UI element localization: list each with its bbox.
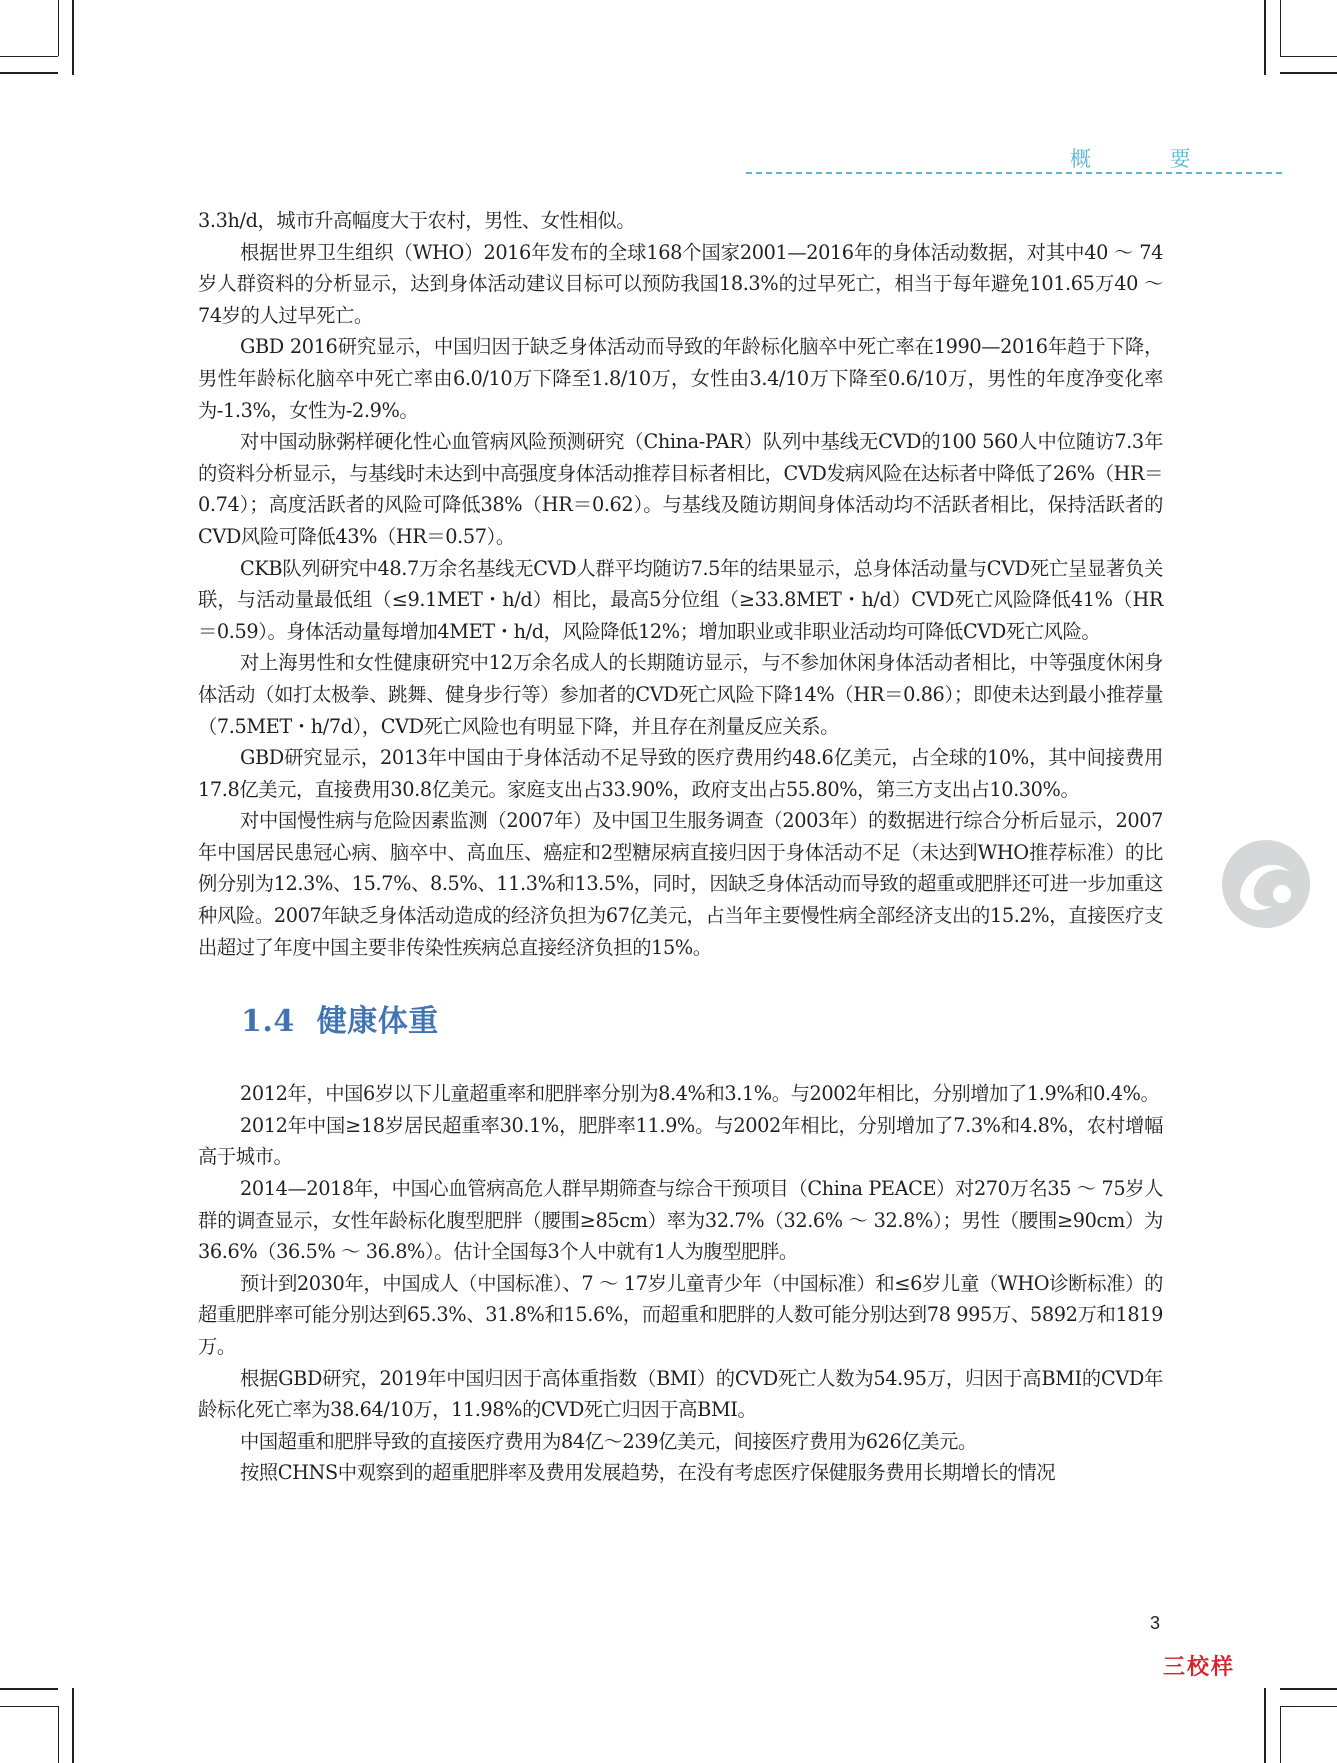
crop-mark-top-left-v2 — [58, 0, 59, 56]
running-header-title: 概 要 — [1070, 147, 1227, 171]
crop-mark-bottom-right-h2 — [1280, 1706, 1337, 1707]
paragraph: 对中国动脉粥样硬化性心血管病风险预测研究（China-PAR）队列中基线无CVD的100 560人中位随访7.3年的资料分析显示，与基线时未达到中高强度身体活动推荐目标者相比，CVD发病风险在达标者中降低了26%（HR＝0.74）；高度活跃者的风险可降低38%（HR＝0.62）。与基线及随访期间身体活动均不活跃者相比，保持活跃者的CVD风险可降低43%（HR＝0.57）。 — [198, 430, 1163, 548]
crop-mark-bottom-left-h — [0, 1688, 58, 1690]
section-number: 1.4 — [241, 1004, 295, 1040]
header-dashed-rule — [746, 172, 1282, 174]
crop-mark-top-left-h2 — [0, 56, 58, 57]
paragraph: 中国超重和肥胖导致的直接医疗费用为84亿～239亿美元，间接医疗费用为626亿美元。 — [240, 1429, 977, 1453]
paragraph: 2012年，中国6岁以下儿童超重率和肥胖率分别为8.4%和3.1%。与2002年相比，分别增加了1.9%和0.4%。 — [240, 1082, 1160, 1106]
crop-mark-bottom-right-v — [1264, 1688, 1266, 1763]
paragraph: 预计到2030年，中国成人（中国标准）、7 ～ 17岁儿童青少年（中国标准）和≤6岁儿童（WHO诊断标准）的超重肥胖率可能分别达到65.3%、31.8%和15.6%，而超重和肥胖的人数可能分别达到78 995万、5892万和1819万。 — [198, 1271, 1163, 1358]
crop-mark-bottom-left-v2 — [58, 1706, 59, 1763]
paragraph: 2012年中国≥18岁居民超重率30.1%，肥胖率11.9%。与2002年相比，分别增加了7.3%和4.8%，农村增幅高于城市。 — [198, 1113, 1163, 1169]
paragraph: 3.3h/d，城市升高幅度大于农村，男性、女性相似。 — [198, 209, 636, 232]
crop-mark-top-right-h2 — [1280, 56, 1337, 57]
paragraph: 根据GBD研究，2019年中国归因于高体重指数（BMI）的CVD死亡人数为54.95万，归因于高BMI的CVD年龄标化死亡率为38.64/10万，11.98%的CVD死亡归因于高BMI。 — [198, 1366, 1163, 1422]
paragraph: GBD研究显示，2013年中国由于身体活动不足导致的医疗费用约48.6亿美元，占全球的10%，其中间接费用17.8亿美元，直接费用30.8亿美元。家庭支出占33.90%，政府支出占55.80%，第三方支出占10.30%。 — [198, 746, 1163, 801]
crop-mark-top-right-v — [1264, 0, 1266, 75]
paragraph: 根据世界卫生组织（WHO）2016年发布的全球168个国家2001—2016年的身体活动数据，对其中40 ～ 74岁人群资料的分析显示，达到身体活动建议目标可以预防我国18.3%的过早死亡，相当于每年避免101.65万40 ～ 74岁的人过早死亡。 — [198, 240, 1163, 327]
paragraph: CKB队列研究中48.7万余名基线无CVD人群平均随访7.5年的结果显示，总身体活动量与CVD死亡呈显著负关联，与活动量最低组（≤9.1MET・h/d）相比，最高5分位组（≥33.8MET・h/d）CVD死亡风险降低41%（HR＝0.59）。身体活动量每增加4MET・h/d，风险降低12%；增加职业或非职业活动均可降低CVD死亡风险。 — [198, 556, 1163, 643]
paragraph: 2014—2018年，中国心血管病高危人群早期筛查与综合干预项目（China PEACE）对270万名35 ～ 75岁人群的调查显示，女性年龄标化腹型肥胖（腰围≥85cm）率为32.7%（32.6% ～ 32.8%）；男性（腰围≥90cm）为36.6%（36.5% ～ 36.8%）。估计全国每3个人中就有1人为腹型肥胖。 — [198, 1177, 1163, 1264]
paragraph: 对上海男性和女性健康研究中12万余名成人的长期随访显示，与不参加休闲身体活动者相比，中等强度休闲身体活动（如打太极拳、跳舞、健身步行等）参加者的CVD死亡风险下降14%（HR＝0.86）；即使未达到最小推荐量（7.5MET・h/7d），CVD死亡风险也有明显下降，并且存在剂量反应关系。 — [198, 651, 1163, 738]
crop-mark-top-right-v2 — [1280, 0, 1281, 56]
paragraph: 按照CHNS中观察到的超重肥胖率及费用发展趋势，在没有考虑医疗保健服务费用长期增长的情况 — [240, 1461, 1056, 1485]
section-heading — [241, 1002, 1163, 1042]
crop-mark-bottom-right-h — [1280, 1688, 1337, 1690]
paragraph: 对中国慢性病与危险因素监测（2007年）及中国卫生服务调查（2003年）的数据进行综合分析后显示，2007年中国居民患冠心病、脑卒中、高血压、癌症和2型糖尿病直接归因于身体活动不足（未达到WHO推荐标准）的比例分别为12.3%、15.7%、8.5%、11.3%和13.5%，同时，因缺乏身体活动而导致的超重或肥胖还可进一步加重这种风险。2007年缺乏身体活动造成的经济负担为67亿美元，占当年主要慢性病全部经济支出的15.2%，直接医疗支出超过了年度中国主要非传染性疾病总直接经济负担的15%。 — [198, 809, 1163, 959]
crop-mark-bottom-right-v2 — [1280, 1706, 1281, 1763]
chapter-logo-icon — [1220, 838, 1312, 930]
crop-mark-bottom-left-v — [72, 1688, 74, 1763]
proof-stamp: 三校样 — [1163, 1654, 1236, 1680]
section-title: 健康体重 — [316, 1004, 439, 1040]
page-number: 3 — [1150, 1613, 1161, 1633]
crop-mark-top-right-h — [1280, 72, 1337, 74]
crop-mark-top-left-v — [72, 0, 74, 75]
paragraph: GBD 2016研究显示，中国归因于缺乏身体活动而导致的年龄标化脑卒中死亡率在1990—2016年趋于下降，男性年龄标化脑卒中死亡率由6.0/10万下降至1.8/10万，女性由3.4/10万下降至0.6/10万，男性的年度净变化率为-1.3%，女性为-2.9%。 — [198, 335, 1163, 422]
main-content — [198, 205, 1163, 1489]
crop-mark-bottom-left-h2 — [0, 1706, 58, 1707]
crop-mark-top-left-h — [0, 72, 58, 74]
